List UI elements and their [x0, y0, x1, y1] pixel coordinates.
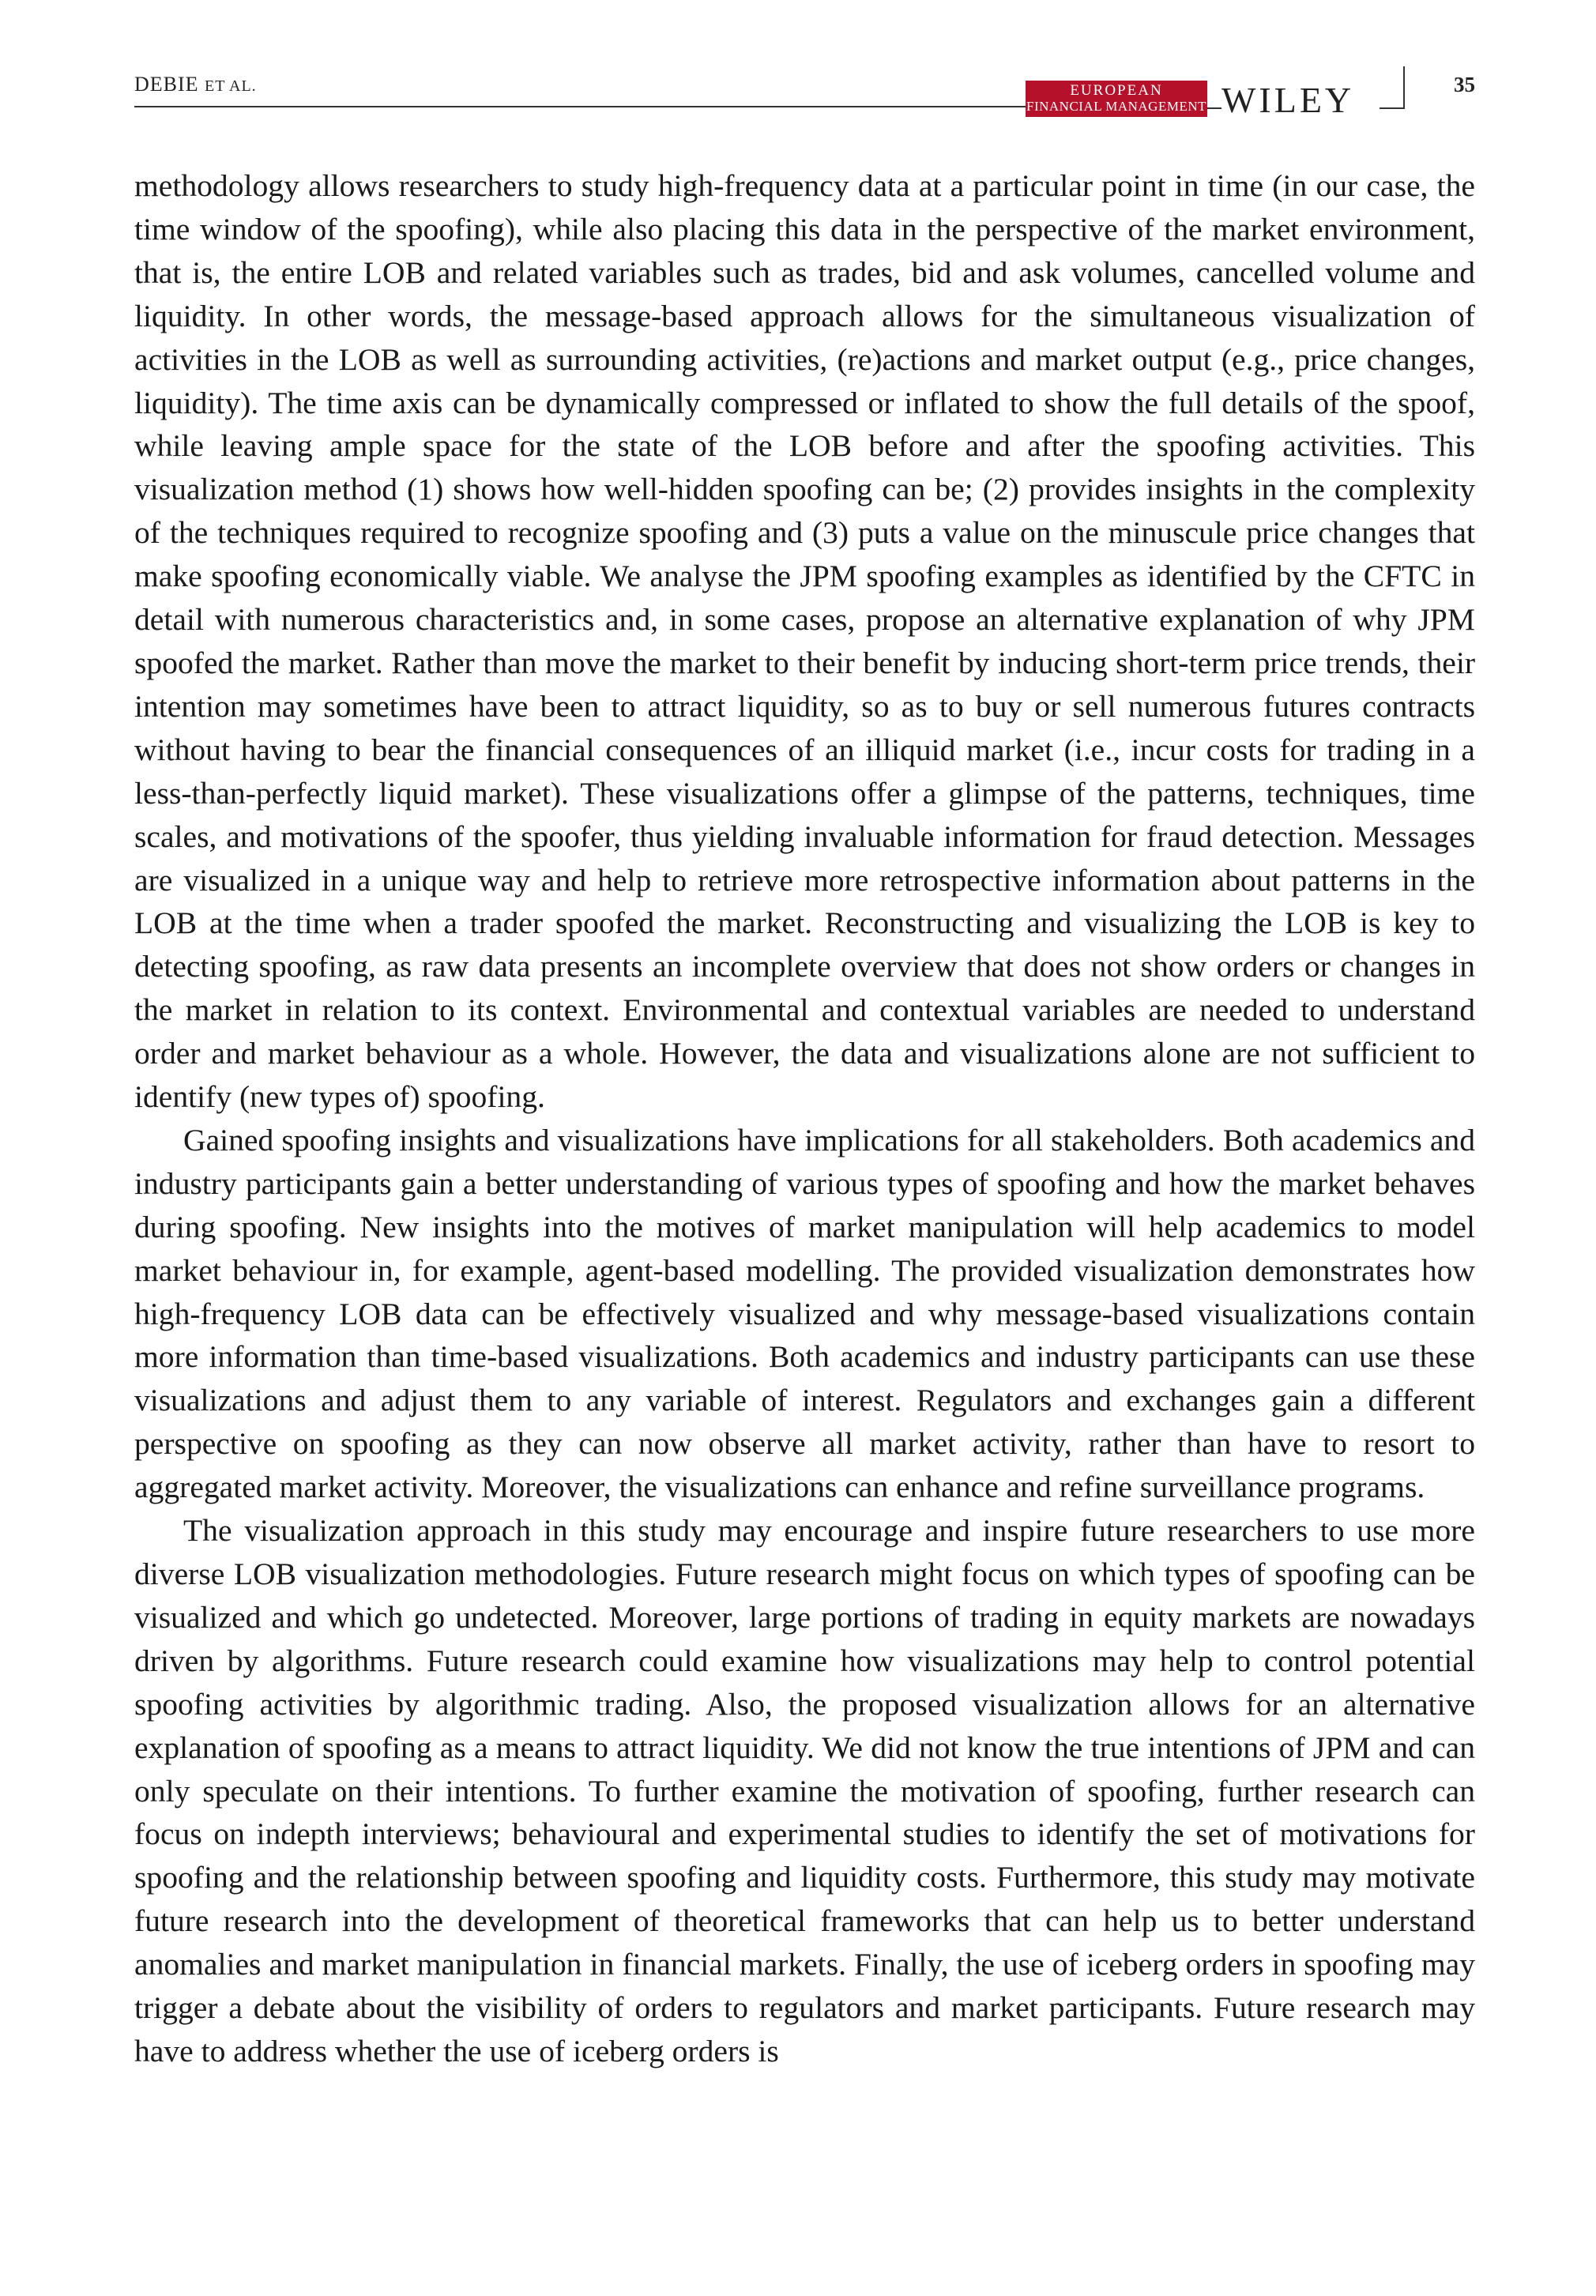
page-header	[134, 66, 1475, 120]
main-text	[134, 164, 1475, 2073]
journal-logo-line1: EUROPEAN	[1070, 82, 1163, 99]
author-name: DEBIE	[134, 73, 199, 96]
paragraph: methodology allows researchers to study high-frequency data at a particular point in time (in our case, the time window of the spoofing), while also placing this data in the perspective of the market environment, that is, the entire LOB and related variables such as trades, bid and ask volumes, cancelled volume and liquidity. In other words, the message-based approach allows for the simultaneous visualization of activities in the LOB as well as surrounding activities, (re)actions and market output (e.g., price changes, liquidity). The time axis can be dynamically compressed or inflated to show the full details of the spoof, while leaving ample space for the state of the LOB before and after the spoofing activities. This visualization method (1) shows how well-hidden spoofing can be; (2) provides insights in the complexity of the techniques required to recognize spoofing and (3) puts a value on the minuscule price changes that make spoofing economically viable. We analyse the JPM spoofing examples as identified by the CFTC in detail with numerous characteristics and, in some cases, propose an alternative explanation of why JPM spoofed the market. Rather than move the market to their benefit by inducing short-term price trends, their intention may sometimes have been to attract liquidity, so as to buy or sell numerous futures contracts without having to bear the financial consequences of an illiquid market (i.e., incur costs for trading in a less-than-perfectly liquid market). These visualizations offer a glimpse of the patterns, techniques, time scales, and motivations of the spoofer, thus yielding invaluable information for fraud detection. Messages are visualized in a unique way and help to retrieve more retrospective information about patterns in the LOB at the time when a trader spoofed the market. Reconstructing and visualizing the LOB is key to detecting spoofing, as raw data presents an incomplete overview that does not show orders or changes in the market in relation to its context. Environmental and contextual variables are needed to understand order and market behaviour as a whole. However, the data and visualizations alone are not sufficient to identify (new types of) spoofing.	[134, 168, 1475, 1115]
publisher-logo: WILEY	[1221, 80, 1355, 120]
journal-logo	[1026, 81, 1207, 117]
author-et-al: ET AL.	[205, 77, 257, 95]
paragraph: Gained spoofing insights and visualizations have implications for all stakeholders. Both academics and industry participants gain a better understanding of various types of spoofing and how the market behaves during spoofing. New insights into the motives of market manipulation will help academics to model market behaviour in, for example, agent-based modelling. The provided visualization demonstrates how high-frequency LOB data can be effectively visualized and why message-based visualizations contain more information than time-based visualizations. Both academics and industry participants can use these visualizations and adjust them to any variable of interest. Regulators and exchanges gain a different perspective on spoofing as they can now observe all market activity, rather than have to resort to aggregated market activity. Moreover, the visualizations can enhance and refine surveillance programs.	[134, 1122, 1475, 1505]
journal-logo-line2: FINANCIAL MANAGEMENT	[1026, 99, 1206, 114]
paragraph: The visualization approach in this study may encourage and inspire future researchers to use more diverse LOB visualization methodologies. Future research might focus on which types of spoofing can be visualized and which go undetected. Moreover, large portions of trading in equity markets are nowadays driven by algorithms. Future research could examine how visualizations may help to control potential spoofing activities by algorithmic trading. Also, the proposed visualization allows for an alternative explanation of spoofing as a means to attract liquidity. We did not know the true intentions of JPM and can only speculate on their intentions. To further examine the motivation of spoofing, further research can focus on indepth interviews; behavioural and experimental studies to identify the set of motivations for spoofing and the relationship between spoofing and liquidity costs. Furthermore, this study may motivate future research into the development of theoretical frameworks that can help us to better understand anomalies and market manipulation in financial markets. Finally, the use of iceberg orders in spoofing may trigger a debate about the visibility of orders to regulators and market participants. Future research may have to address whether the use of iceberg orders is	[134, 1513, 1475, 2068]
header-rule-segment	[1207, 107, 1221, 109]
header-divider	[1403, 66, 1405, 109]
running-head-author	[134, 73, 257, 96]
page-number: 35	[1454, 73, 1475, 96]
header-rule	[134, 106, 1026, 107]
header-rule-segment	[1380, 107, 1403, 109]
